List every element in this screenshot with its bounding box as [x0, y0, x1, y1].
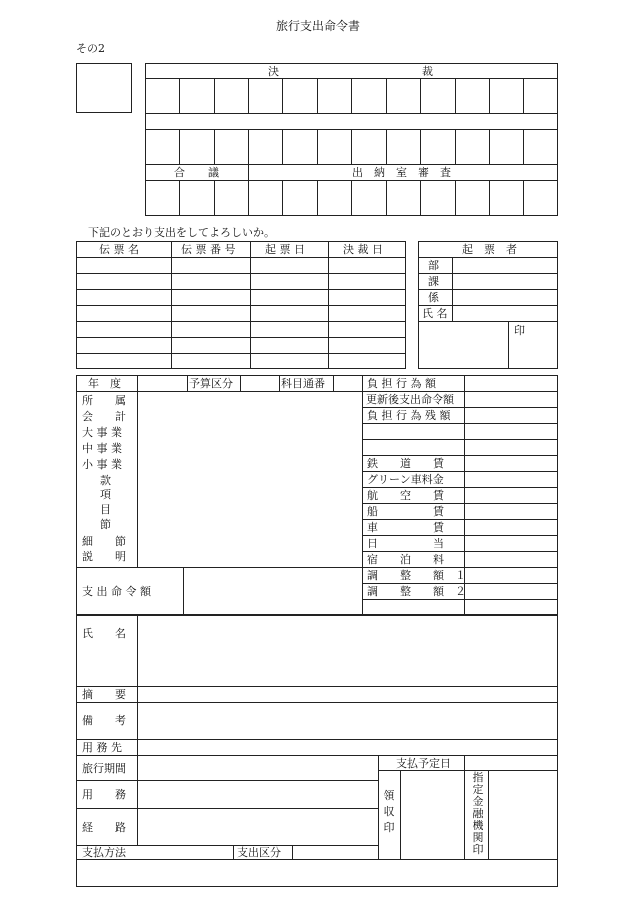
kessai-label: 決	[268, 65, 279, 78]
intro-text: 下記のとおり支出をしてよろしいか。	[88, 226, 275, 239]
voucher-header: 決 裁 日	[343, 243, 383, 256]
left-row: 項	[100, 488, 111, 501]
bikou-label: 備 考	[82, 714, 126, 727]
right-row: グリーン車料金	[367, 473, 444, 486]
keiro-label: 経 路	[82, 821, 126, 834]
ryoko-kikan-label: 旅行期間	[82, 762, 126, 775]
left-row: 細 節	[82, 535, 126, 548]
left-row: 会 計	[82, 410, 126, 423]
budget-table	[76, 375, 558, 615]
shiharai-yotei-label: 支払予定日	[396, 757, 451, 770]
kihyo-row: 氏 名	[422, 307, 448, 320]
gougi-label-2: 議	[208, 166, 219, 179]
left-row: 大 事 業	[82, 426, 122, 439]
kihyosha-label: 起 票 者	[462, 243, 517, 256]
right-row: 調 整 額 １	[367, 569, 466, 582]
shishutsu-kubun-label: 支出区分	[237, 846, 281, 859]
left-row: 款	[100, 474, 111, 487]
right-row: 航 空 賃	[367, 489, 444, 502]
voucher-header: 起 票 日	[265, 243, 305, 256]
shishutsu-meirei-label: 支 出 命 令 額	[82, 585, 151, 598]
left-row: 所 属	[82, 394, 126, 407]
right-row: 負 担 行 為 残 額	[367, 409, 451, 422]
right-row: 調 整 額 ２	[367, 585, 466, 598]
tekiyou-block	[76, 686, 558, 756]
travel-block	[76, 755, 558, 887]
ryoushuin-label: 領 収 印	[383, 789, 395, 834]
voucher-header: 伝 票 番 号	[181, 243, 236, 256]
right-row: 鉄 道 賃	[367, 457, 444, 470]
form-subtitle: その2	[76, 42, 105, 55]
youmusaki-label: 用 務 先	[82, 741, 122, 754]
right-row: 宿 泊 料	[367, 553, 444, 566]
yosan-label: 予算区分	[189, 377, 233, 390]
youmu-label: 用 務	[82, 788, 126, 801]
stamp-label: 印	[514, 324, 525, 337]
gougi-label: 合	[174, 166, 185, 179]
tekiyou-label: 摘 要	[82, 688, 126, 701]
right-row: 日 当	[367, 537, 444, 550]
stamp-box	[76, 63, 132, 113]
right-row: 車 賃	[367, 521, 444, 534]
kihyo-row: 課	[428, 275, 439, 288]
left-row: 目	[100, 503, 111, 516]
kessai-label-2: 裁	[422, 65, 433, 78]
nendo-label: 年 度	[88, 377, 121, 390]
shiharai-houhou-label: 支払方法	[82, 846, 126, 859]
kihyo-row: 部	[428, 259, 439, 272]
right-row: 更新後支出命令額	[366, 393, 454, 406]
voucher-header: 伝 票 名	[99, 243, 139, 256]
right-row: 負 担 行 為 額	[367, 377, 436, 390]
left-row: 小 事 業	[82, 458, 122, 471]
form-title: 旅行支出命令書	[276, 19, 361, 33]
shimei-label: 氏 名	[82, 627, 126, 640]
left-row: 節	[100, 518, 111, 531]
left-row: 中 事 業	[82, 442, 122, 455]
kamoku-label: 科目通番	[281, 377, 325, 390]
shitei-label: 指 定 金 融 機 関 印	[472, 771, 484, 856]
right-row: 船 賃	[367, 505, 444, 518]
suitou-label: 出 納 室 審 査	[352, 166, 451, 179]
shimei-block	[76, 615, 558, 687]
left-row: 説 明	[82, 550, 126, 563]
kihyo-row: 係	[428, 291, 439, 304]
